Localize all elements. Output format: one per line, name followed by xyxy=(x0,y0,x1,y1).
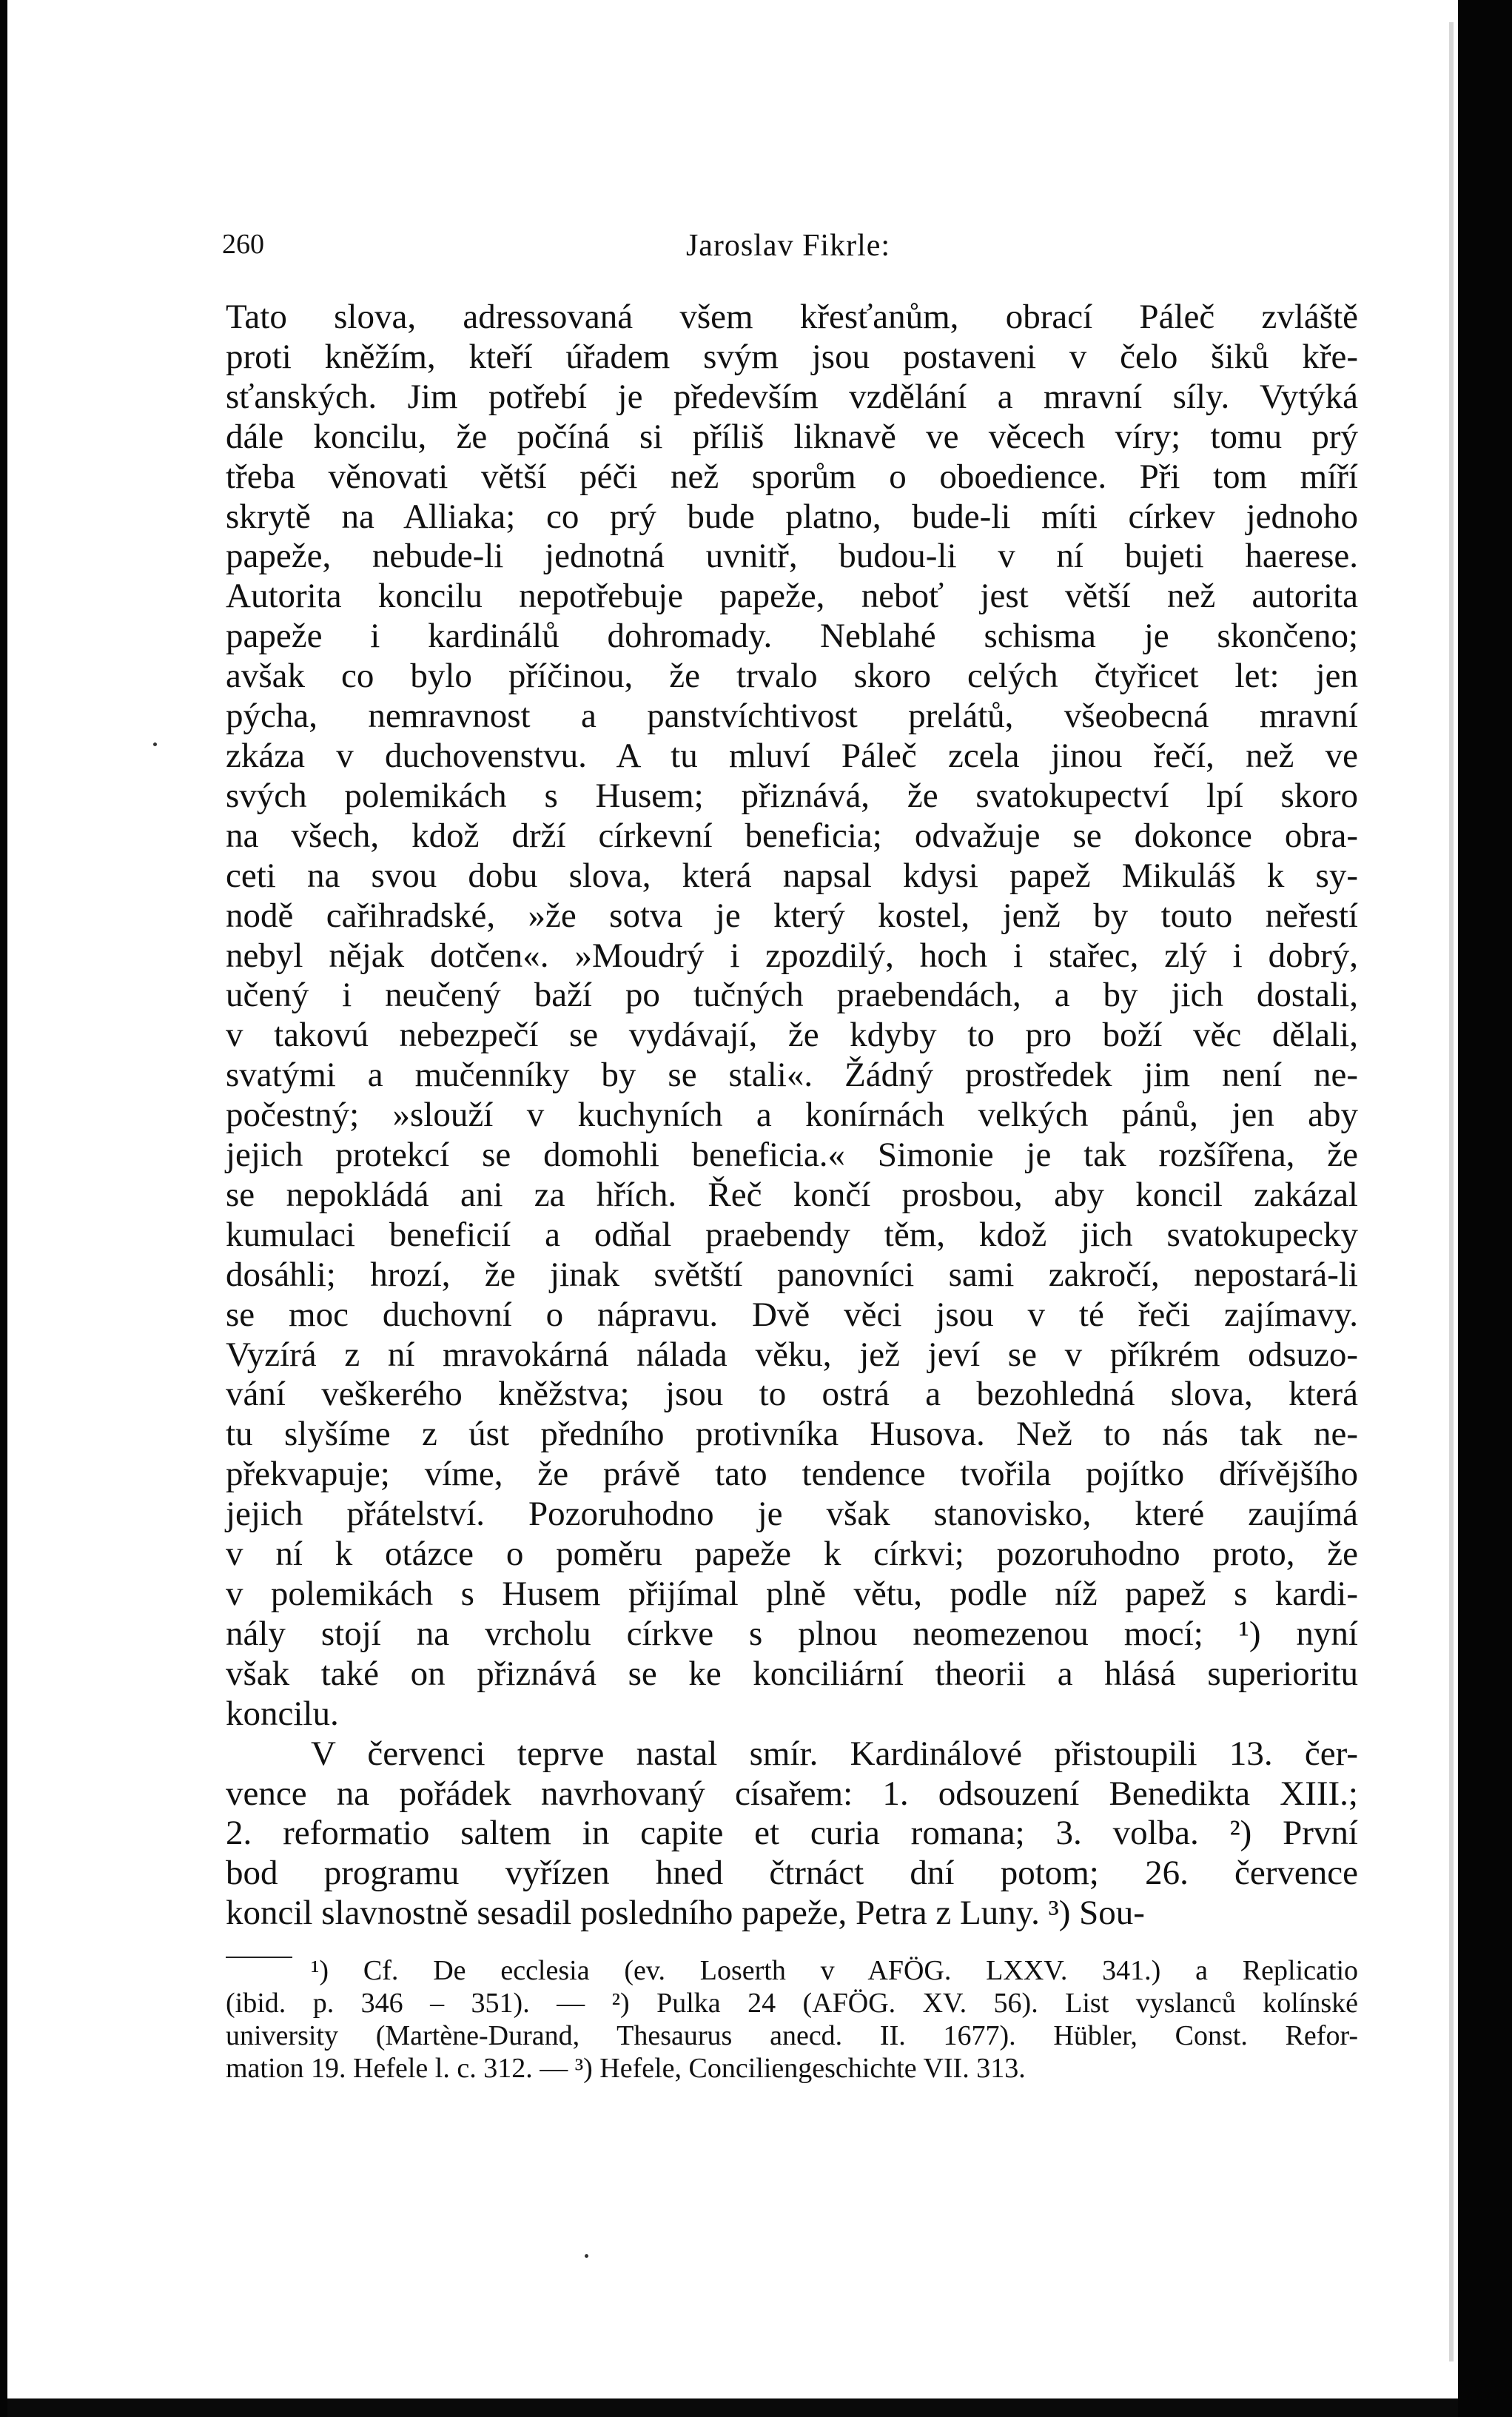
text-line: dále koncilu, že počíná si příliš liknavě ve věcech víry; tomu prý xyxy=(226,417,1358,456)
text-line: nebyl nějak dotčen«. »Moudrý i zpozdilý, hoch i stařec, zlý i dobrý, xyxy=(226,936,1358,975)
text-line: dosáhli; hrozí, že jinak světští panovníci sami zakročí, nepostará-li xyxy=(226,1255,1358,1294)
text-line: počestný; »slouží v kuchyních a konírnách velkých pánů, jen aby xyxy=(226,1096,1358,1135)
text-line: Autorita koncilu nepotřebuje papeže, neboť jest větší než autorita xyxy=(226,577,1358,616)
text-line: nály stojí na vrcholu církve s plnou neomezenou mocí; ¹) nyní xyxy=(226,1614,1358,1653)
text-line: svatými a mučenníky by se stali«. Žádný prostředek jim není ne- xyxy=(226,1056,1358,1095)
text-line: V červenci teprve nastal smír. Kardinálové přistoupili 13. čer- xyxy=(311,1734,1358,1773)
text-line: učený i neučený baží po tučných praebendách, a by jich dostali, xyxy=(226,976,1358,1015)
text-line: koncilu. xyxy=(226,1694,339,1733)
text-line: v polemikách s Husem přijímal plně větu, podle níž papež s kardi- xyxy=(226,1575,1358,1613)
text-line: jejich přátelství. Pozoruhodno je však stanovisko, které zaujímá xyxy=(226,1495,1358,1534)
paragraph-1 xyxy=(226,298,1358,1734)
text-line: skrytě na Alliaka; co prý bude platno, bude-li míti církev jednoho xyxy=(226,497,1358,536)
text-line: Vyzírá z ní mravokárná nálada věku, jež jeví se v příkrém odsuzo- xyxy=(226,1335,1358,1374)
text-line: bod programu vyřízen hned čtrnáct dní potom; 26. července xyxy=(226,1854,1358,1893)
text-line: zkáza v duchovenstvu. A tu mluví Páleč zcela jinou řečí, než ve xyxy=(226,736,1358,775)
text-line: ceti na svou dobu slova, která napsal kdysi papež Mikuláš k sy- xyxy=(226,856,1358,895)
text-line: vence na pořádek navrhovaný císařem: 1. odsouzení Benedikta XIII.; xyxy=(226,1774,1358,1813)
text-line: se nepokládá ani za hřích. Řeč končí prosbou, aby koncil zakázal xyxy=(226,1175,1358,1214)
text-line: nodě cařihradské, »že sotva je který kostel, jenž by touto neřestí xyxy=(226,896,1358,935)
scan-border xyxy=(7,2398,1458,2417)
footnote-line: mation 19. Hefele l. c. 312. — ³) Hefele, Conciliengeschichte VII. 313. xyxy=(226,2053,1026,2084)
text-line: se moc duchovní o nápravu. Dvě věci jsou v té řeči zajímavy. xyxy=(226,1295,1358,1334)
page-number: 260 xyxy=(222,229,264,260)
page-header xyxy=(222,228,1354,272)
page-spine-edge xyxy=(1449,22,1454,2361)
text-line: Tato slova, adressovaná všem křesťanům, obrací Páleč zvláště xyxy=(226,298,1358,336)
text-line: proti kněžím, kteří úřadem svým jsou postaveni v čelo šiků kře- xyxy=(226,337,1358,376)
footnote-line: ¹) Cf. De ecclesia (ev. Loserth v AFÖG. LXXV. 341.) a Replicatio xyxy=(311,1955,1358,1986)
paragraph-2 xyxy=(226,1734,1358,1934)
text-line: svých polemikách s Husem; přiznává, že svatokupectví lpí skoro xyxy=(226,776,1358,815)
text-line: papeže, nebude-li jednotná uvnitř, budou-li v ní bujeti haerese. xyxy=(226,537,1358,576)
text-line: na všech, kdož drží církevní beneficia; odvažuje se dokonce obra- xyxy=(226,816,1358,855)
text-line: třeba věnovati větší péči než sporům o oboedience. Při tom míří xyxy=(226,457,1358,496)
text-line: papeže i kardinálů dohromady. Neblahé schisma je skončeno; xyxy=(226,617,1358,656)
footnote-line: (ibid. p. 346 – 351). — ²) Pulka 24 (AFÖG. XV. 56). List vyslanců kolínské xyxy=(226,1988,1358,2019)
speck xyxy=(153,742,157,746)
running-head: Jaroslav Fikrle: xyxy=(685,229,891,263)
text-line: sťanských. Jim potřebí je především vzdělání a mravní síly. Vytýká xyxy=(226,377,1358,416)
footnote-line: university (Martène-Durand, Thesaurus anecd. II. 1677). Hübler, Const. Refor- xyxy=(226,2020,1358,2051)
text-line: kumulaci beneficií a odňal praebendy těm, kdož jich svatokupecky xyxy=(226,1215,1358,1254)
text-line: pýcha, nemravnost a panstvíchtivost prelátů, všeobecná mravní xyxy=(226,697,1358,736)
text-line: v takovú nebezpečí se vydávají, že kdyby to pro boží věc dělali, xyxy=(226,1016,1358,1055)
footnotes xyxy=(226,1954,1358,2085)
text-line: vání veškerého kněžstva; jsou to ostrá a bezohledná slova, která xyxy=(226,1375,1358,1414)
main-text xyxy=(226,298,1358,1934)
text-line: 2. reformatio saltem in capite et curia romana; 3. volba. ²) První xyxy=(226,1814,1358,1853)
text-line: tu slyšíme z úst předního protivníka Husova. Než to nás tak ne- xyxy=(226,1415,1358,1454)
speck xyxy=(585,2254,588,2258)
text-line: však také on přiznává se ke konciliární theorii a hlásá superioritu xyxy=(226,1654,1358,1693)
text-line: v ní k otázce o poměru papeže k církvi; pozoruhodno proto, že xyxy=(226,1535,1358,1574)
text-line: překvapuje; víme, že právě tato tendence tvořila pojítko dřívějšího xyxy=(226,1455,1358,1494)
text-line: jejich protekcí se domohli beneficia.« Simonie je tak rozšířena, že xyxy=(226,1136,1358,1175)
text-line: avšak co bylo příčinou, že trvalo skoro celých čtyřicet let: jen xyxy=(226,657,1358,696)
text-line: koncil slavnostně sesadil posledního papeže, Petra z Luny. ³) Sou- xyxy=(226,1894,1145,1933)
